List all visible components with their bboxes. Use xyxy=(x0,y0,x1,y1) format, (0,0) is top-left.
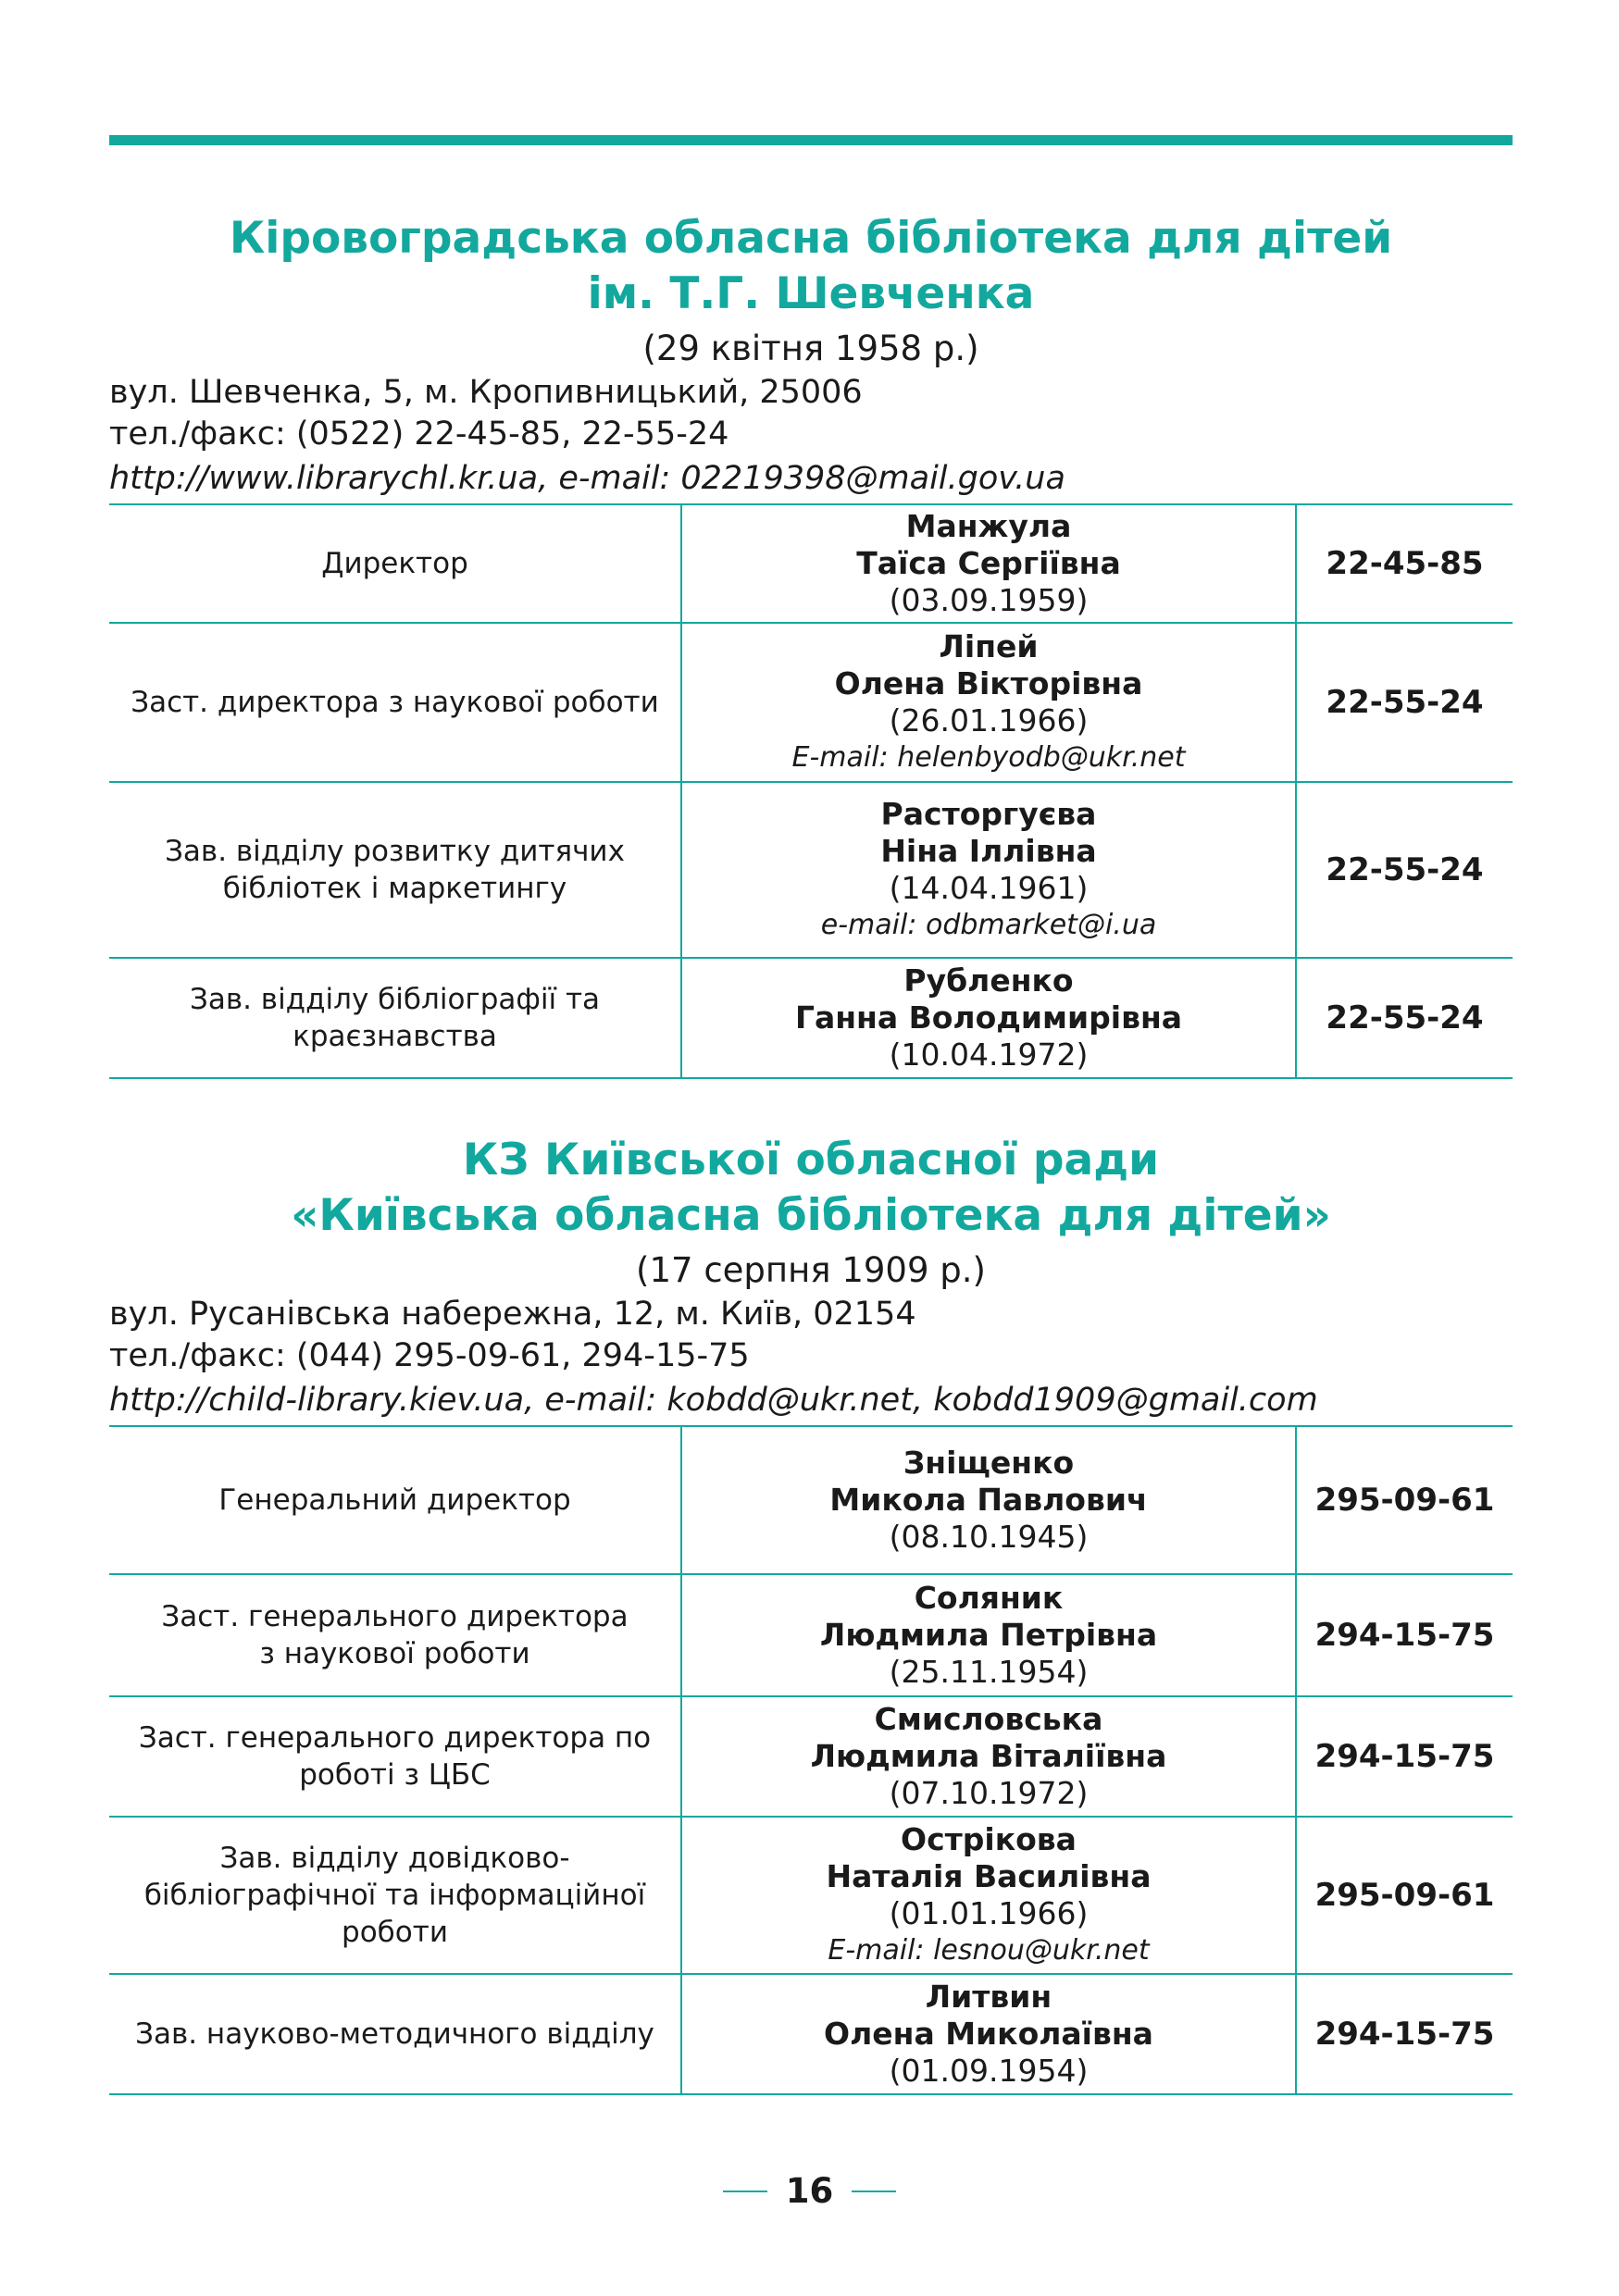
person-surname: Соляник xyxy=(914,1580,1064,1616)
position-cell xyxy=(109,1426,681,1574)
section-title xyxy=(109,211,1513,322)
position-line: Заст. директора з наукової роботи xyxy=(131,686,659,719)
position-line: Зав. відділу бібліографії та xyxy=(189,983,601,1016)
birth-date: (03.09.1959) xyxy=(889,582,1089,618)
footer-dash-left xyxy=(723,2191,767,2192)
position-line: бібліографічної та інформаційної xyxy=(143,1879,646,1912)
person-given-name: Таїса Сергіївна xyxy=(856,545,1121,581)
person-surname: Острікова xyxy=(901,1821,1077,1857)
person-given-name: Ганна Володимирівна xyxy=(794,999,1183,1036)
person-surname: Смисловська xyxy=(874,1701,1103,1737)
position-line: роботи xyxy=(342,1916,448,1949)
person-given-name: Микола Павлович xyxy=(829,1482,1148,1518)
person-given-name: Ніна Іллівна xyxy=(880,833,1097,869)
web-email: http://www.librarychl.kr.ua, e-mail: 02219398@mail.gov.ua xyxy=(109,460,1065,497)
table-row xyxy=(109,1426,1513,1574)
title-line-2: «Київська обласна бібліотека для дітей» xyxy=(291,1190,1331,1241)
staff-table xyxy=(109,503,1513,1079)
phone-cell: 22-45-85 xyxy=(1296,504,1513,623)
phone-cell: 22-55-24 xyxy=(1296,782,1513,958)
person-given-name: Людмила Віталіївна xyxy=(810,1738,1167,1774)
person-cell xyxy=(681,1696,1296,1817)
title-line-1: КЗ Київської обласної ради xyxy=(462,1135,1160,1185)
position-cell xyxy=(109,504,681,623)
position-line: Заст. генерального директора по xyxy=(138,1721,652,1755)
page-number: 16 xyxy=(785,2171,834,2211)
table-row xyxy=(109,1574,1513,1696)
person-surname: Литвин xyxy=(925,1979,1052,2015)
title-line-1: Кіровоградська обласна бібліотека для дітей xyxy=(229,213,1393,264)
birth-date: (14.04.1961) xyxy=(889,870,1089,906)
table-row xyxy=(109,958,1513,1078)
phone-cell: 294-15-75 xyxy=(1296,1974,1513,2094)
title-line-2: ім. Т.Г. Шевченка xyxy=(587,268,1035,319)
phone-fax: тел./факс: (044) 295-09-61, 294-15-75 xyxy=(109,1337,750,1374)
phone-cell: 294-15-75 xyxy=(1296,1574,1513,1696)
person-surname: Ліпей xyxy=(939,628,1039,664)
position-line: Директор xyxy=(321,547,468,580)
position-cell xyxy=(109,1696,681,1817)
person-given-name: Людмила Петрівна xyxy=(819,1617,1158,1653)
phone-cell: 295-09-61 xyxy=(1296,1817,1513,1974)
position-line: Заст. генерального директора xyxy=(161,1600,629,1633)
table-row xyxy=(109,504,1513,623)
person-cell xyxy=(681,1974,1296,2094)
person-given-name: Олена Миколаївна xyxy=(824,2016,1153,2052)
birth-date: (01.01.1966) xyxy=(889,1895,1089,1931)
address: вул. Русанівська набережна, 12, м. Київ, 02154 xyxy=(109,1296,916,1333)
staff-table xyxy=(109,1425,1513,2095)
position-cell xyxy=(109,1974,681,2094)
email-text: E-mail: helenbyodb@ukr.net xyxy=(791,741,1186,774)
position-cell xyxy=(109,1574,681,1696)
person-surname: Расторгуєва xyxy=(880,796,1097,832)
position-cell xyxy=(109,1817,681,1974)
position-line: Зав. відділу довідково- xyxy=(219,1842,570,1875)
position-line: бібліотек і маркетингу xyxy=(222,872,567,905)
person-surname: Рубленко xyxy=(903,962,1074,999)
position-line: краєзнавства xyxy=(293,1020,497,1053)
phone-cell: 22-55-24 xyxy=(1296,623,1513,782)
person-cell xyxy=(681,782,1296,958)
founded-date: (29 квітня 1958 р.) xyxy=(642,329,979,368)
section-kyiv xyxy=(109,1133,1513,2095)
person-surname: Манжула xyxy=(905,508,1072,544)
person-cell xyxy=(681,958,1296,1078)
person-surname: Знiщенко xyxy=(903,1445,1075,1481)
table-row xyxy=(109,1696,1513,1817)
table-row xyxy=(109,623,1513,782)
position-line: Зав. відділу розвитку дитячих xyxy=(165,835,625,868)
position-cell xyxy=(109,623,681,782)
person-cell xyxy=(681,623,1296,782)
table-row xyxy=(109,1974,1513,2094)
section-kirovohrad xyxy=(109,211,1513,1079)
birth-date: (08.10.1945) xyxy=(889,1519,1089,1555)
table-row xyxy=(109,1817,1513,1974)
section-title xyxy=(109,1133,1513,1244)
position-line: роботі з ЦБС xyxy=(299,1758,491,1792)
person-cell xyxy=(681,1817,1296,1974)
email-text: E-mail: lesnou@ukr.net xyxy=(828,1934,1150,1967)
person-cell xyxy=(681,1574,1296,1696)
person-given-name: Наталія Василівна xyxy=(826,1858,1152,1894)
person-cell xyxy=(681,504,1296,623)
person-given-name: Олена Вікторівна xyxy=(834,665,1143,701)
founded-date: (17 серпня 1909 р.) xyxy=(636,1250,986,1290)
position-line: з наукової роботи xyxy=(259,1637,530,1670)
web-email: http://child-library.kiev.ua, e-mail: kobdd@ukr.net, kobdd1909@gmail.com xyxy=(109,1382,1318,1419)
position-cell xyxy=(109,958,681,1078)
person-cell xyxy=(681,1426,1296,1574)
position-line: Генеральний директор xyxy=(218,1483,571,1517)
top-accent-rule xyxy=(109,135,1513,145)
table-row xyxy=(109,782,1513,958)
phone-cell: 22-55-24 xyxy=(1296,958,1513,1078)
phone-cell: 295-09-61 xyxy=(1296,1426,1513,1574)
position-cell xyxy=(109,782,681,958)
birth-date: (26.01.1966) xyxy=(889,702,1089,738)
birth-date: (07.10.1972) xyxy=(889,1775,1089,1811)
birth-date: (01.09.1954) xyxy=(889,2053,1089,2089)
birth-date: (25.11.1954) xyxy=(889,1654,1089,1690)
phone-cell: 294-15-75 xyxy=(1296,1696,1513,1817)
birth-date: (10.04.1972) xyxy=(889,1036,1089,1073)
phone-fax: тел./факс: (0522) 22-45-85, 22-55-24 xyxy=(109,416,729,453)
position-line: Зав. науково-методичного відділу xyxy=(135,2017,654,2051)
page-footer xyxy=(0,2171,1619,2211)
email-text: e-mail: odbmarket@i.ua xyxy=(820,909,1157,941)
address: вул. Шевченка, 5, м. Кропивницький, 25006 xyxy=(109,374,863,411)
footer-dash-right xyxy=(852,2191,896,2192)
